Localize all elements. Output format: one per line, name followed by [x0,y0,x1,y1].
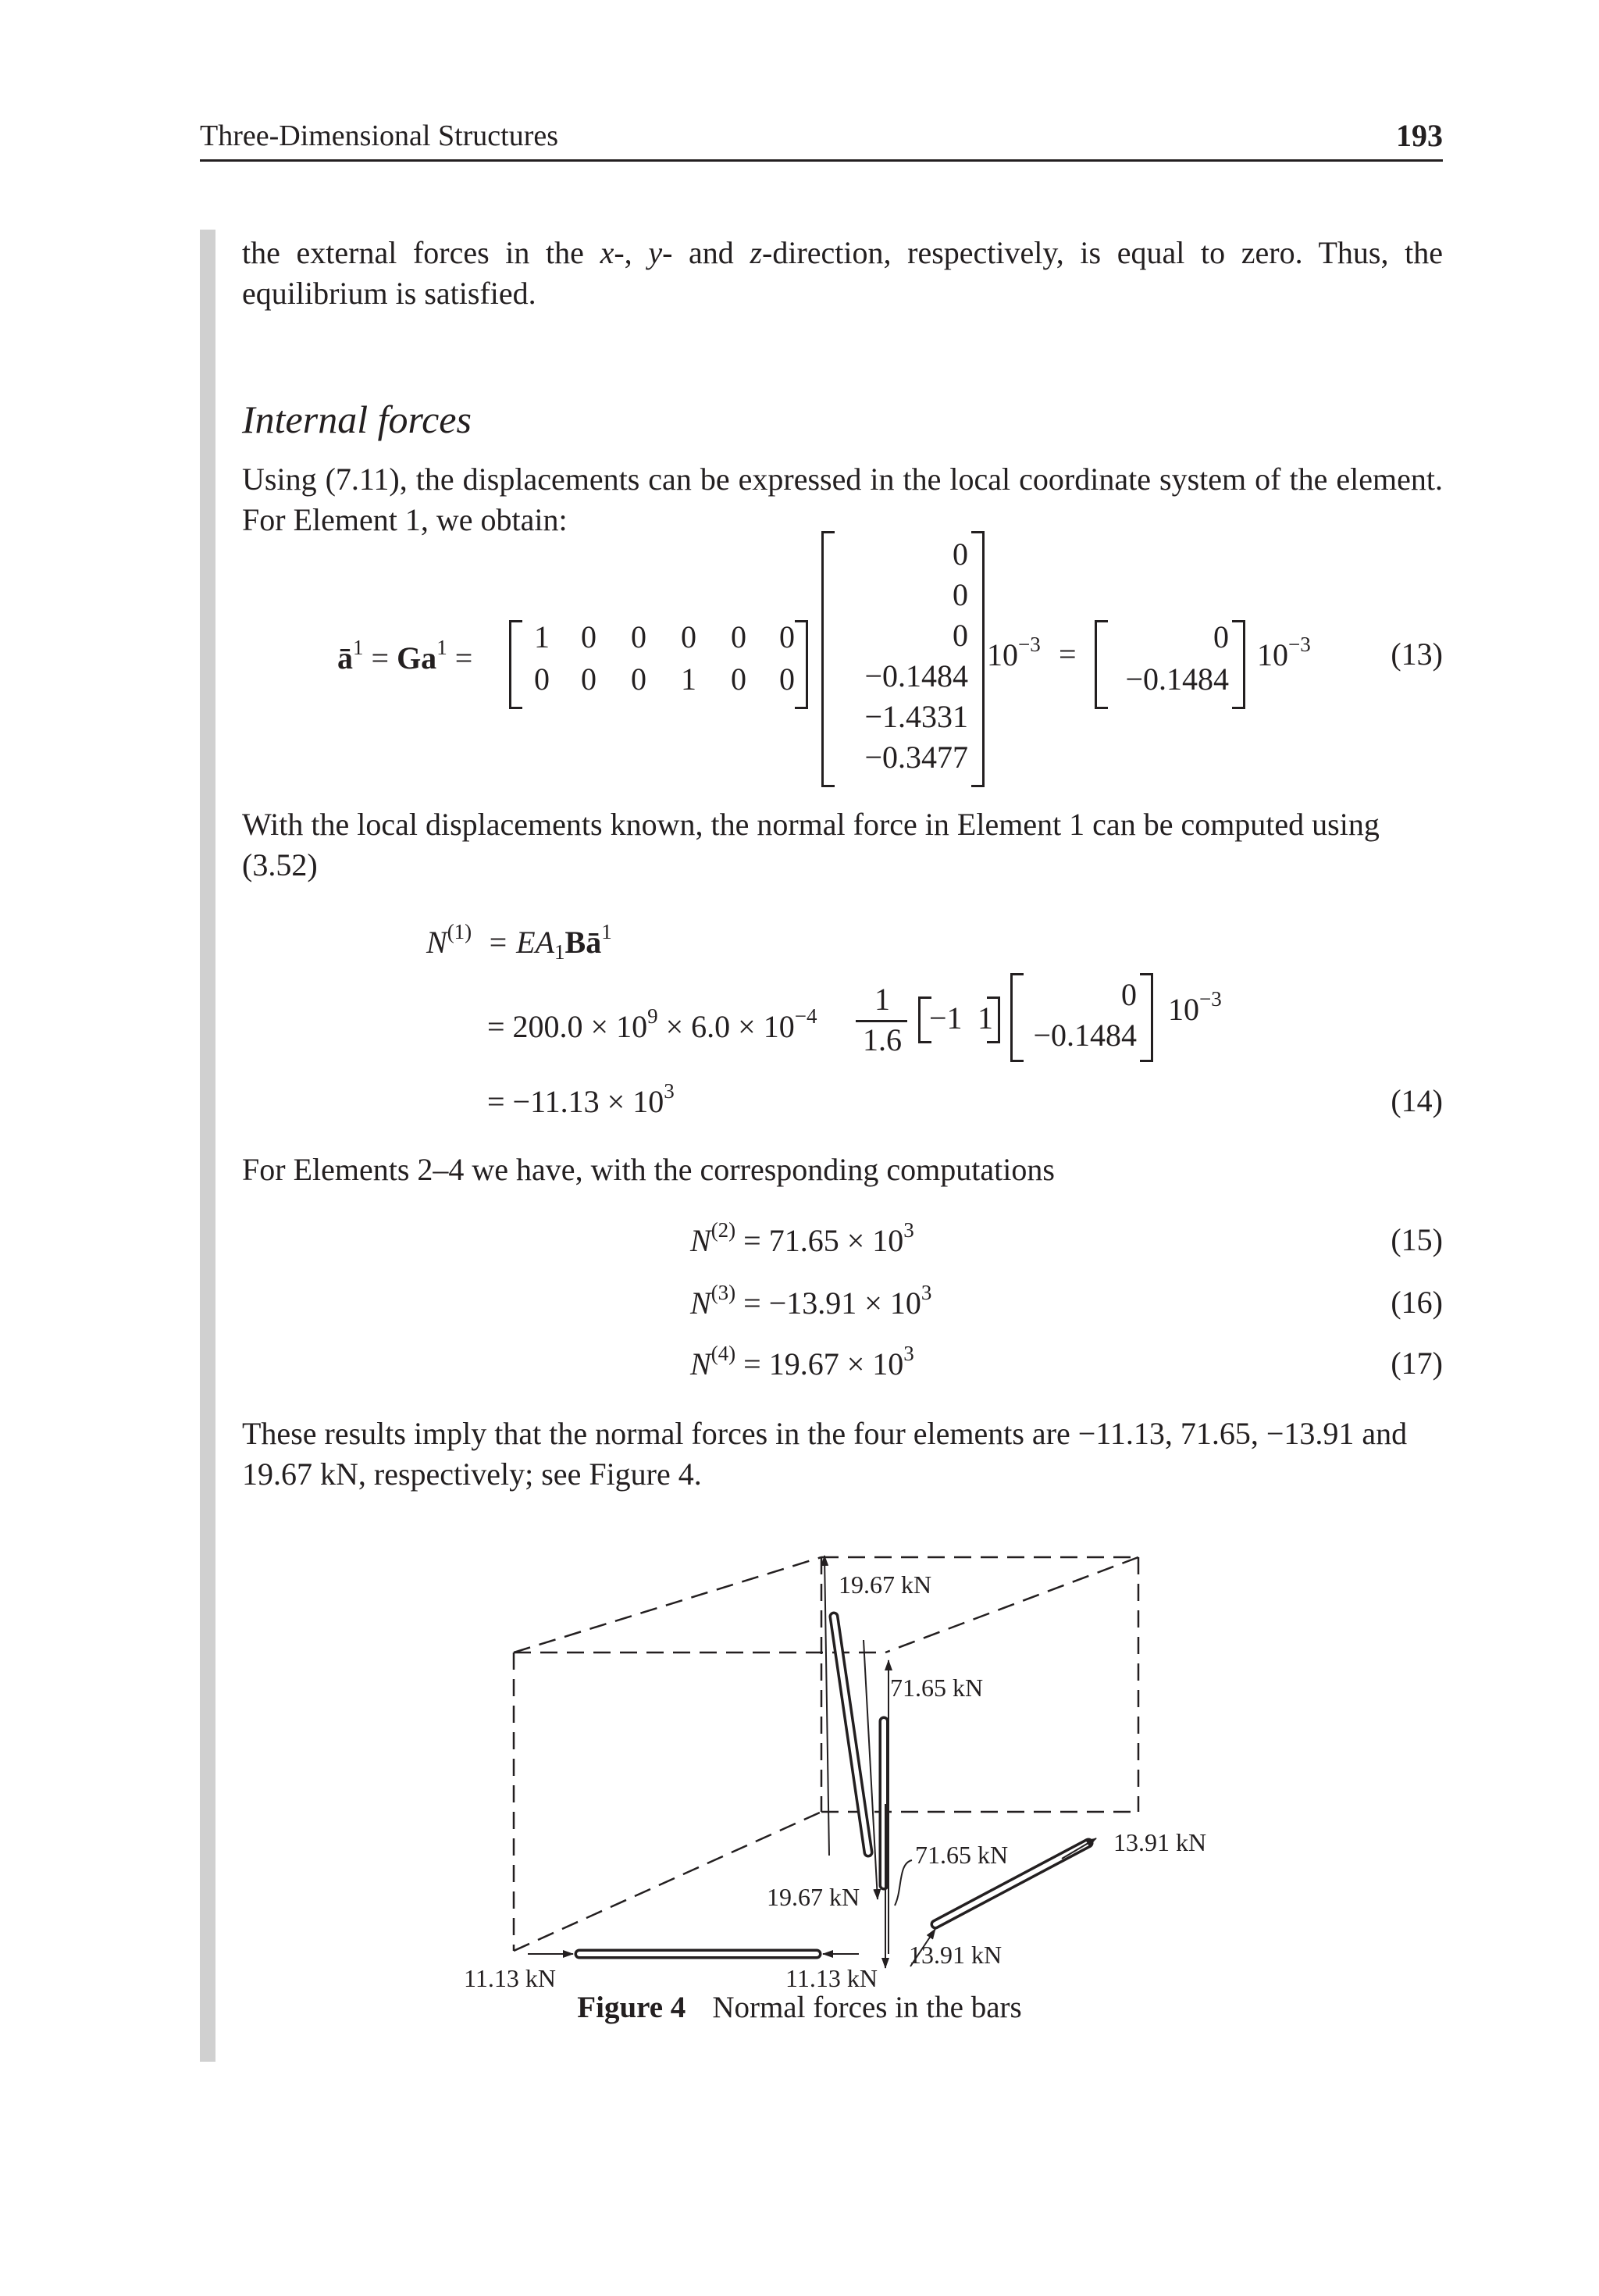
eq14-scale: $10^{-3}$ [1168,987,1222,1027]
a-vector-cell: 0 [953,618,968,653]
intro-text-3: - and [662,235,750,270]
figure-caption [0,1990,1599,2025]
a-vector-cell: −0.1484 [864,658,968,693]
using-paragraph: Using (7.11), the displacements can be expressed in the local coordinate system of the element. For Element 1, we obtain: [242,462,1443,537]
eq14-frac-num: 1 [874,982,890,1017]
section-title: Internal forces [242,398,472,441]
g-matrix-cell: 0 [779,619,795,654]
label-mid-71: 71.65 kN [915,1841,1009,1869]
g-matrix-cell: 1 [534,619,550,654]
page-number: 193 [1396,118,1443,153]
eq15-number: (15) [1391,1222,1443,1257]
a-vector-cell: 0 [953,537,968,572]
elements-paragraph: For Elements 2–4 we have, with the corresponding computations [242,1152,1055,1187]
result-vector-cell: −0.1484 [1125,661,1229,697]
eq14-vec-2: −0.1484 [1033,1018,1137,1053]
running-head: Three-Dimensional Structures [200,119,559,152]
results-paragraph: These results imply that the normal forces in the four elements are −11.13, 71.65, −13.91 and 19.67 kN, respectively; see Figure 4. [242,1416,1408,1492]
result-right-bracket [1232,620,1245,709]
g-matrix-cell: 0 [581,661,597,697]
g-matrix-cell: 0 [631,619,646,654]
a-vector-cell: −1.4331 [864,699,968,734]
eq16-number: (16) [1391,1285,1443,1320]
intro-paragraph [242,233,1443,314]
g-matrix-cell: 0 [681,619,696,654]
eq17-number: (17) [1391,1346,1443,1381]
eq14-row-1: −1 [929,1000,963,1036]
a-vector-cell: −0.3477 [864,740,968,775]
a-vector-left-bracket [821,531,835,787]
g-matrix-cell: 1 [681,661,696,697]
equation-16: $N^{(3)} = -13.91 \times 10^3$ [690,1281,932,1321]
label-right-1113: 11.13 kN [785,1964,878,1992]
g-matrix-cell: 0 [731,619,746,654]
local-paragraph: With the local displacements known, the normal force in Element 1 can be computed using (3.52) [242,807,1380,882]
equation-15: $N^{(2)} = 71.65 \times 10^3$ [690,1218,914,1258]
eq13-number: (13) [1391,636,1443,672]
result-vector-cell: 0 [1213,619,1229,654]
g-matrix-cell: 0 [581,619,597,654]
g-matrix-cell: 0 [534,661,550,697]
eq14-frac-den: 1.6 [863,1022,902,1057]
label-left-1113: 11.13 kN [464,1964,556,1992]
label-right-1391-bottom: 13.91 kN [909,1941,1002,1969]
intro-text-2: -, [614,235,649,270]
a-vector-cell: 0 [953,577,968,612]
label-mid-19: 19.67 kN [767,1883,860,1911]
eq14-line2: = $200.0 \times 10^9 \times 6.0 \times 10^{-4}$ [487,1004,817,1044]
eq14-vec-1: 0 [1121,977,1137,1012]
eq14-line3: = $-11.13 \times 10^3$ [487,1079,675,1119]
page-header [200,119,1443,162]
intro-z: z [750,235,763,270]
a-vector-right-bracket [971,531,985,787]
eq14-number: (14) [1391,1083,1443,1118]
intro-y: y [648,235,663,270]
caption-label: Figure 4 [577,1991,686,2024]
eq13-scale-2: $10^{-3}$ [1257,633,1311,672]
eq14-row-2: 1 [978,1000,993,1036]
margin-change-bar [200,230,215,2062]
equation-17: $N^{(4)} = 19.67 \times 10^3$ [690,1342,914,1382]
label-right-1391-top: 13.91 kN [1113,1828,1207,1856]
g-matrix-right-bracket [795,620,808,709]
eq14-vec-left-bracket [1010,973,1024,1062]
g-matrix-left-bracket [509,620,522,709]
g-matrix-cell: 0 [631,661,646,697]
intro-x: x [600,235,614,270]
label-top-71: 71.65 kN [890,1674,984,1702]
eq13-scale-1: $10^{-3}$ [987,633,1041,672]
figure-4-diagram [437,1538,1226,2007]
result-left-bracket [1095,620,1108,709]
g-matrix-cell: 0 [779,661,795,697]
caption-text: Normal forces in the bars [712,1991,1022,2024]
eq13-equals: = [1059,636,1077,672]
intro-text-4: -direction, respectively, is equal to zero. Thus, the equilibrium is satisfied. [242,235,1444,311]
g-matrix-cell: 0 [731,661,746,697]
eq14-line1: $N^{(1)}$ = $EA_1Bā^1$ [426,920,612,964]
intro-text-1: the external forces in the [242,235,600,270]
label-top-19: 19.67 kN [839,1570,932,1599]
eq14-vec-right-bracket [1140,973,1153,1062]
eq13-lhs: $ā^1 = Ga^1$ = [337,636,473,676]
